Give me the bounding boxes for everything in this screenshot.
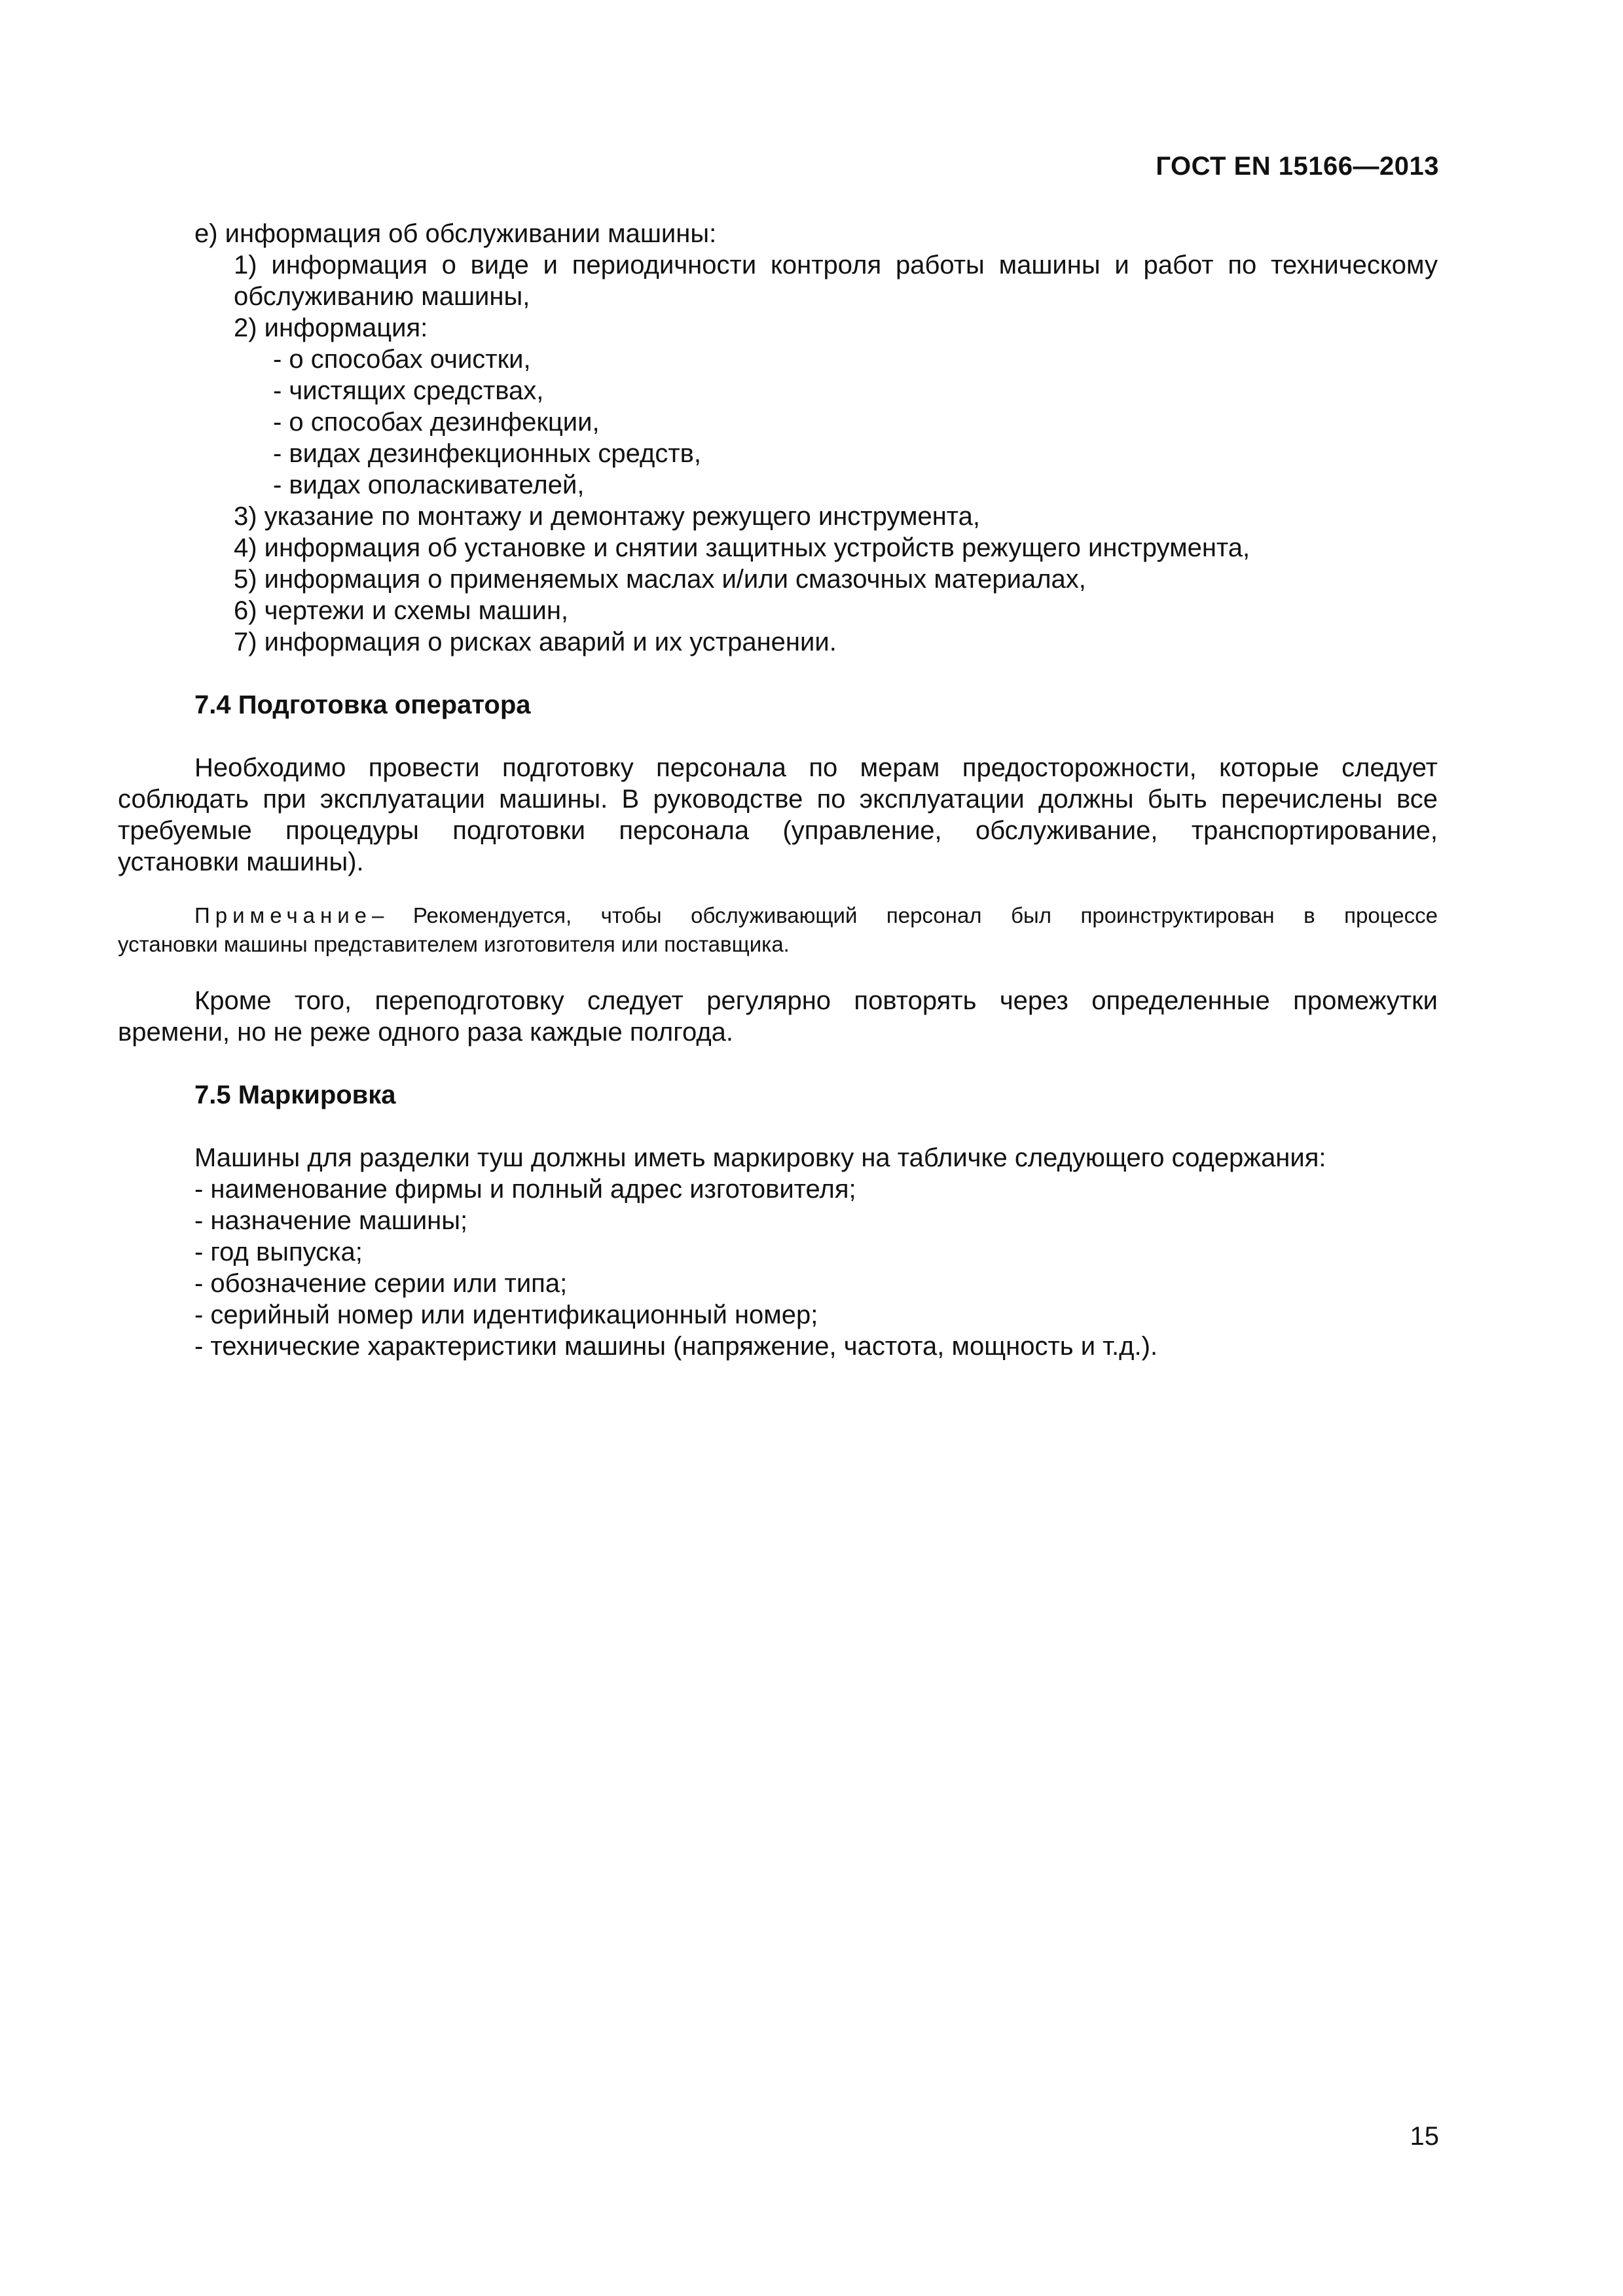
section-e-item-1-line-2: обслуживанию машины, <box>234 282 530 311</box>
document-body <box>118 218 1438 1362</box>
section-e-subitem: - о способах очистки, <box>273 345 531 374</box>
section-7-4-paragraph-2 <box>118 985 1438 1048</box>
section-e-item: 6) чертежи и схемы машин, <box>234 596 569 625</box>
section-7-5-item: - обозначение серии или типа; <box>194 1269 568 1298</box>
section-e-subitem: - видах дезинфекционных средств, <box>273 439 702 468</box>
note-line <box>118 901 1438 930</box>
section-7-5-item: - наименование фирмы и полный адрес изготовителя; <box>194 1175 856 1204</box>
section-7-5-item: - год выпуска; <box>194 1238 363 1266</box>
section-7-5-intro: Машины для разделки туш должны иметь маркировку на табличке следующего содержания: <box>194 1143 1326 1172</box>
paragraph-line: Кроме того, переподготовку следует регулярно повторять через определенные промежутки <box>194 986 1438 1015</box>
section-7-4-note <box>118 901 1438 959</box>
section-7-5-item: - серийный номер или идентификационный номер; <box>194 1300 818 1329</box>
note-text: – Рекомендуется, чтобы обслуживающий персонал был проинструктирован в процессе <box>372 903 1438 927</box>
section-e-item: 7) информация о рисках аварий и их устранении. <box>234 628 837 656</box>
paragraph-line: времени, но не реже одного раза каждые полгода. <box>118 1018 734 1047</box>
section-e-subitem: - чистящих средствах, <box>273 376 544 405</box>
section-e-subitem: - о способах дезинфекции, <box>273 408 600 437</box>
document-header: ГОСТ EN 15166—2013 <box>1156 152 1439 181</box>
section-e-subitem: - видах ополаскивателей, <box>273 471 585 499</box>
section-7-5-heading: 7.5 Маркировка <box>194 1081 396 1109</box>
section-7-4-paragraph-1 <box>118 752 1438 878</box>
paragraph-line: установки машины). <box>118 848 364 876</box>
note-line: установки машины представителем изготовителя или поставщика. <box>118 932 790 956</box>
section-e-item: 5) информация о применяемых маслах и/или смазочных материалах, <box>234 565 1086 594</box>
section-7-5-item: - назначение машины; <box>194 1206 468 1235</box>
section-e-title: е) информация об обслуживании машины: <box>194 219 717 248</box>
section-e-item-1-line-1: 1) информация о виде и периодичности контроля работы машины и работ по техническому <box>234 251 1438 279</box>
page-number: 15 <box>1410 2122 1439 2151</box>
note-label: Примечание <box>194 903 373 927</box>
paragraph-line: Необходимо провести подготовку персонала по мерам предосторожности, которые следует <box>194 753 1438 782</box>
section-7-5-item: - технические характеристики машины (напряжение, частота, мощность и т.д.). <box>194 1332 1158 1361</box>
section-e-item: 4) информация об установке и снятии защитных устройств режущего инструмента, <box>234 533 1250 562</box>
section-7-4-heading: 7.4 Подготовка оператора <box>194 691 531 719</box>
section-e-item: 3) указание по монтажу и демонтажу режущего инструмента, <box>234 502 981 531</box>
paragraph-line: соблюдать при эксплуатации машины. В руководстве по эксплуатации должны быть перечислены все <box>118 785 1438 814</box>
section-e-item-2: 2) информация: <box>234 314 428 342</box>
paragraph-line: требуемые процедуры подготовки персонала (управление, обслуживание, транспортирование, <box>118 816 1438 845</box>
